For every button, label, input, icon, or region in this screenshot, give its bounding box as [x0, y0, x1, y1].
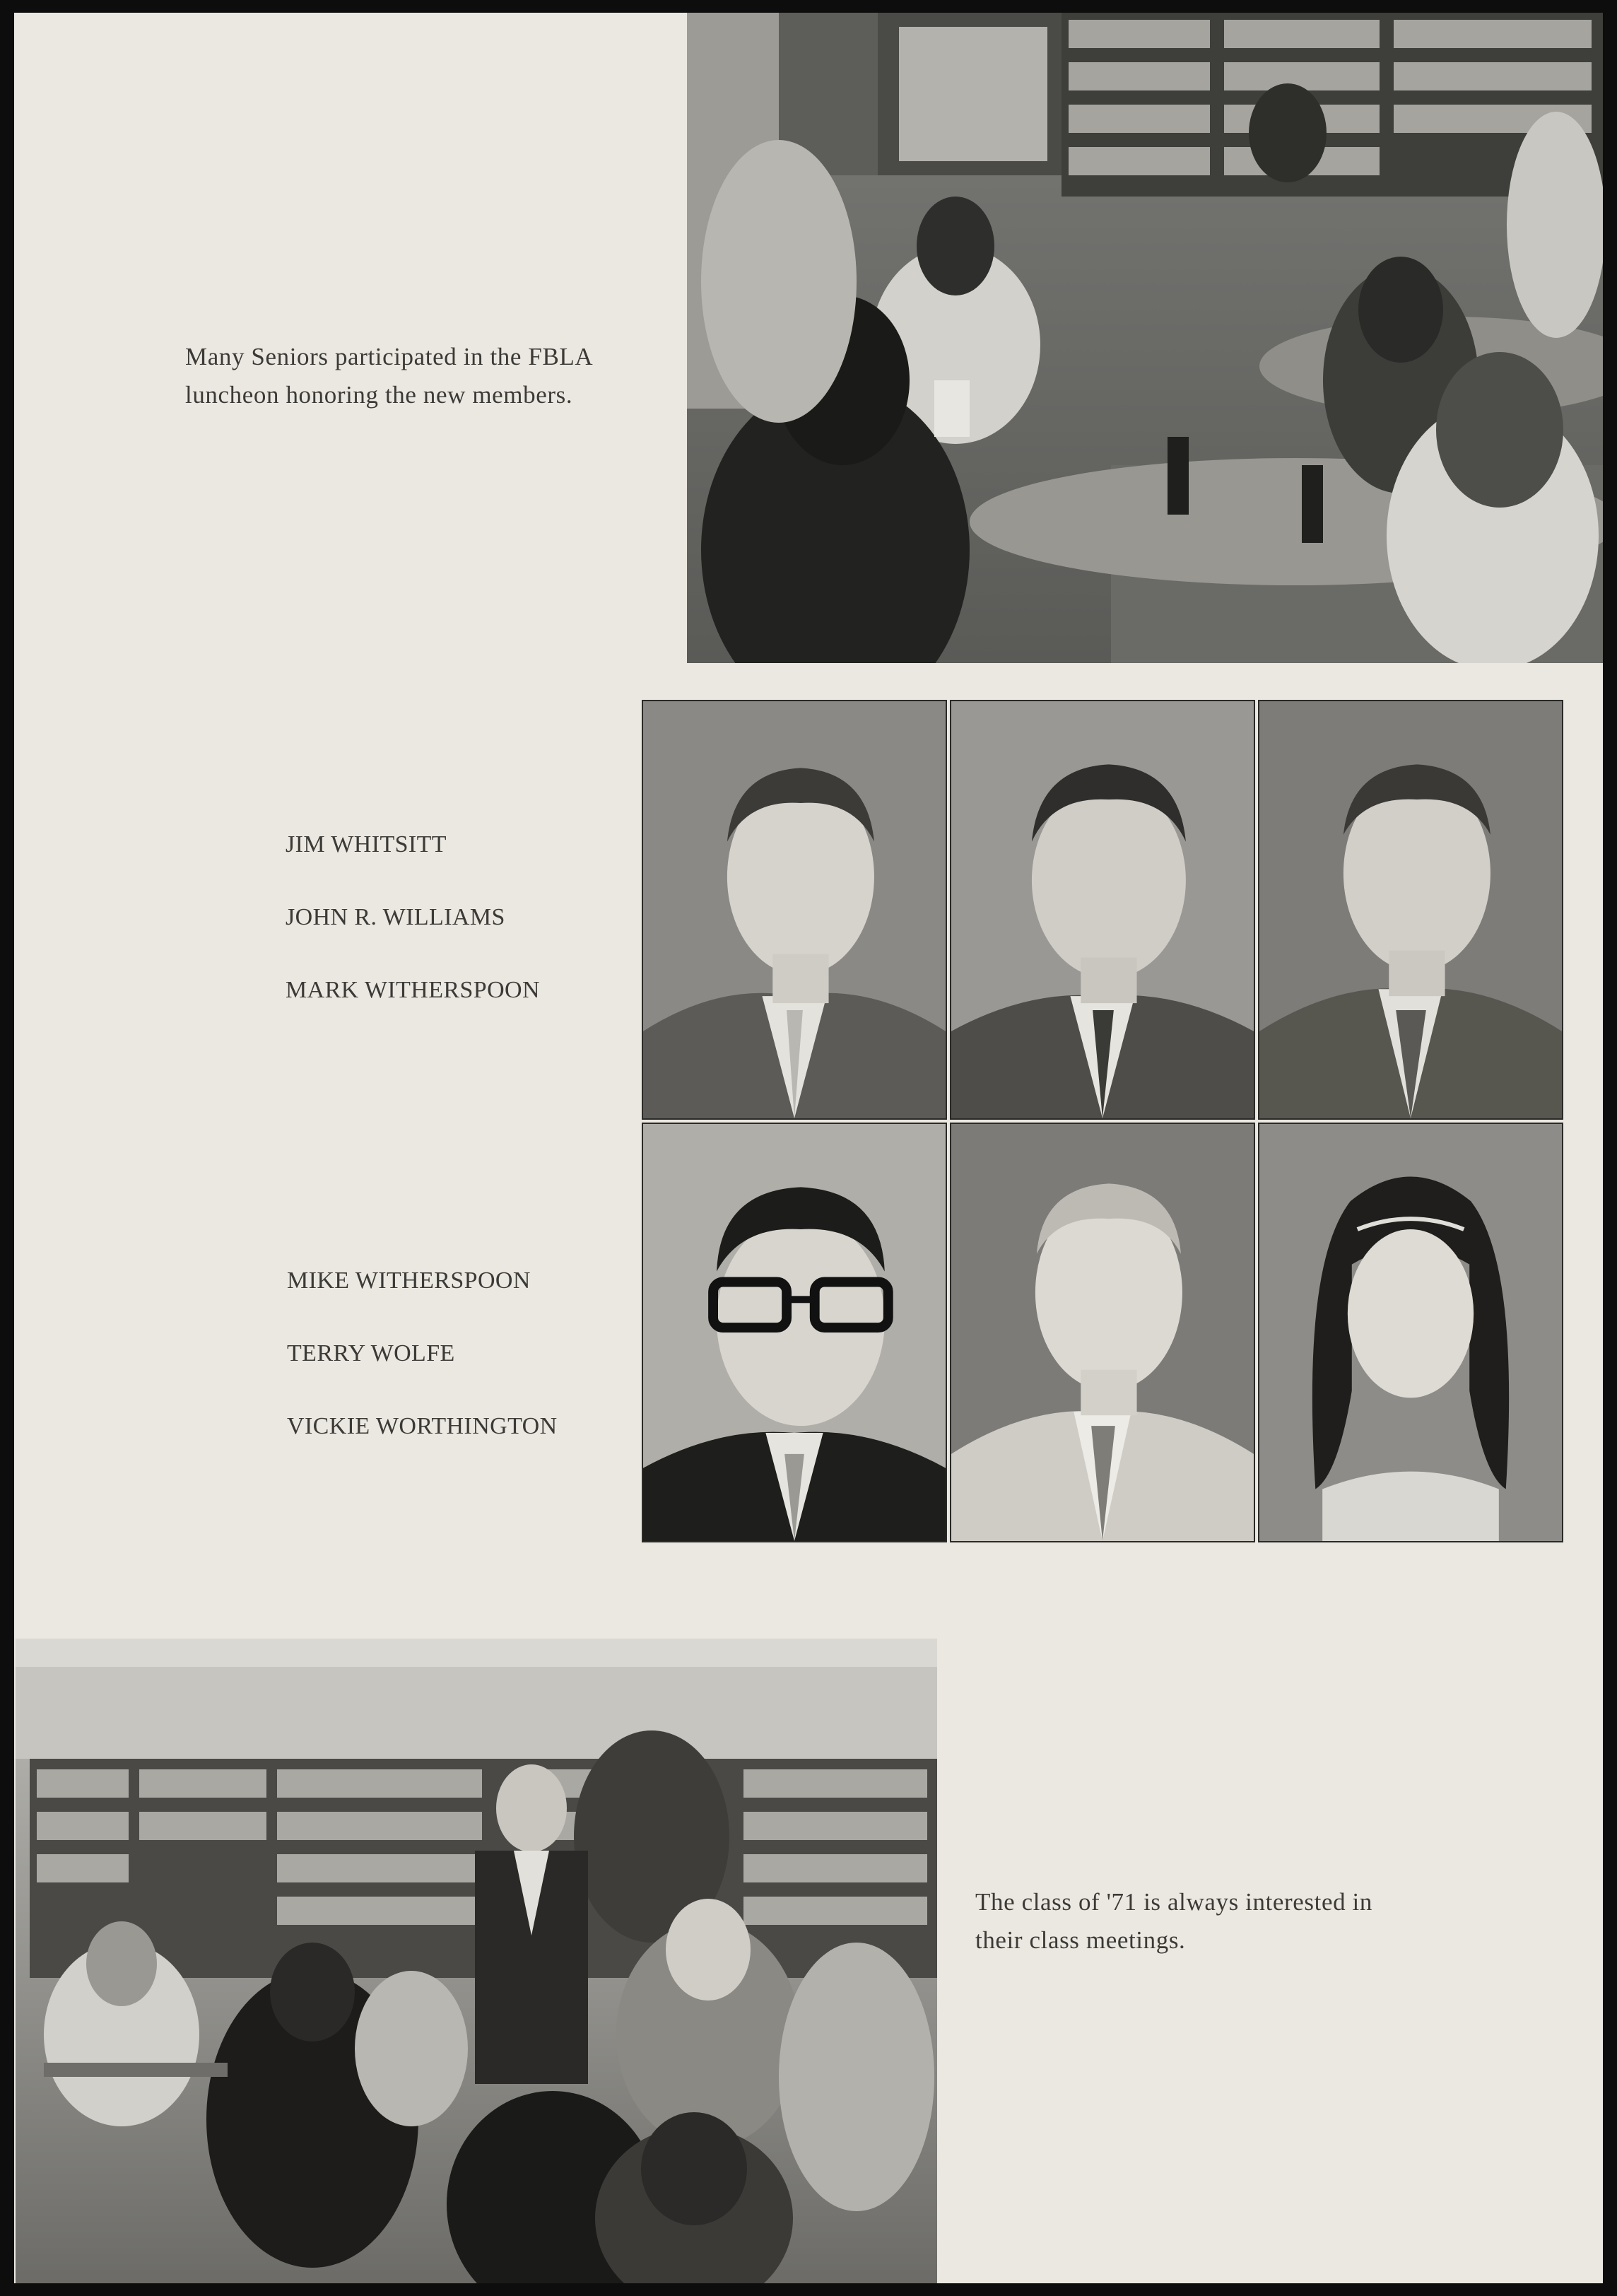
names-group-2 [287, 1263, 558, 1482]
name-mike-witherspoon: MIKE WITHERSPOON [287, 1267, 531, 1294]
portrait-jim-whitsitt [642, 700, 947, 1120]
luncheon-photo [687, 13, 1603, 663]
class-meeting-caption-line-1: The class of '71 is always interested in [975, 1888, 1372, 1916]
luncheon-caption [185, 338, 593, 414]
names-group-1 [286, 827, 540, 1046]
luncheon-caption-line-2: luncheon honoring the new members. [185, 381, 573, 409]
portrait-terry-wolfe [950, 1123, 1255, 1542]
portrait-mark-witherspoon [1258, 700, 1563, 1120]
name-jim-whitsitt: JIM WHITSITT [286, 831, 447, 857]
name-john-r-williams: JOHN R. WILLIAMS [286, 904, 505, 930]
name-mark-witherspoon: MARK WITHERSPOON [286, 977, 540, 1003]
name-vickie-worthington: VICKIE WORTHINGTON [287, 1413, 558, 1439]
portrait-john-r-williams [950, 700, 1255, 1120]
portrait-vickie-worthington [1258, 1123, 1563, 1542]
class-meeting-caption-line-2: their class meetings. [975, 1926, 1186, 1954]
luncheon-caption-line-1: Many Seniors participated in the FBLA [185, 343, 594, 370]
class-meeting-caption [975, 1883, 1372, 1960]
class-meeting-photo [16, 1639, 937, 2283]
name-terry-wolfe: TERRY WOLFE [287, 1340, 455, 1366]
yearbook-page [14, 13, 1603, 2283]
portrait-mike-witherspoon [642, 1123, 947, 1542]
